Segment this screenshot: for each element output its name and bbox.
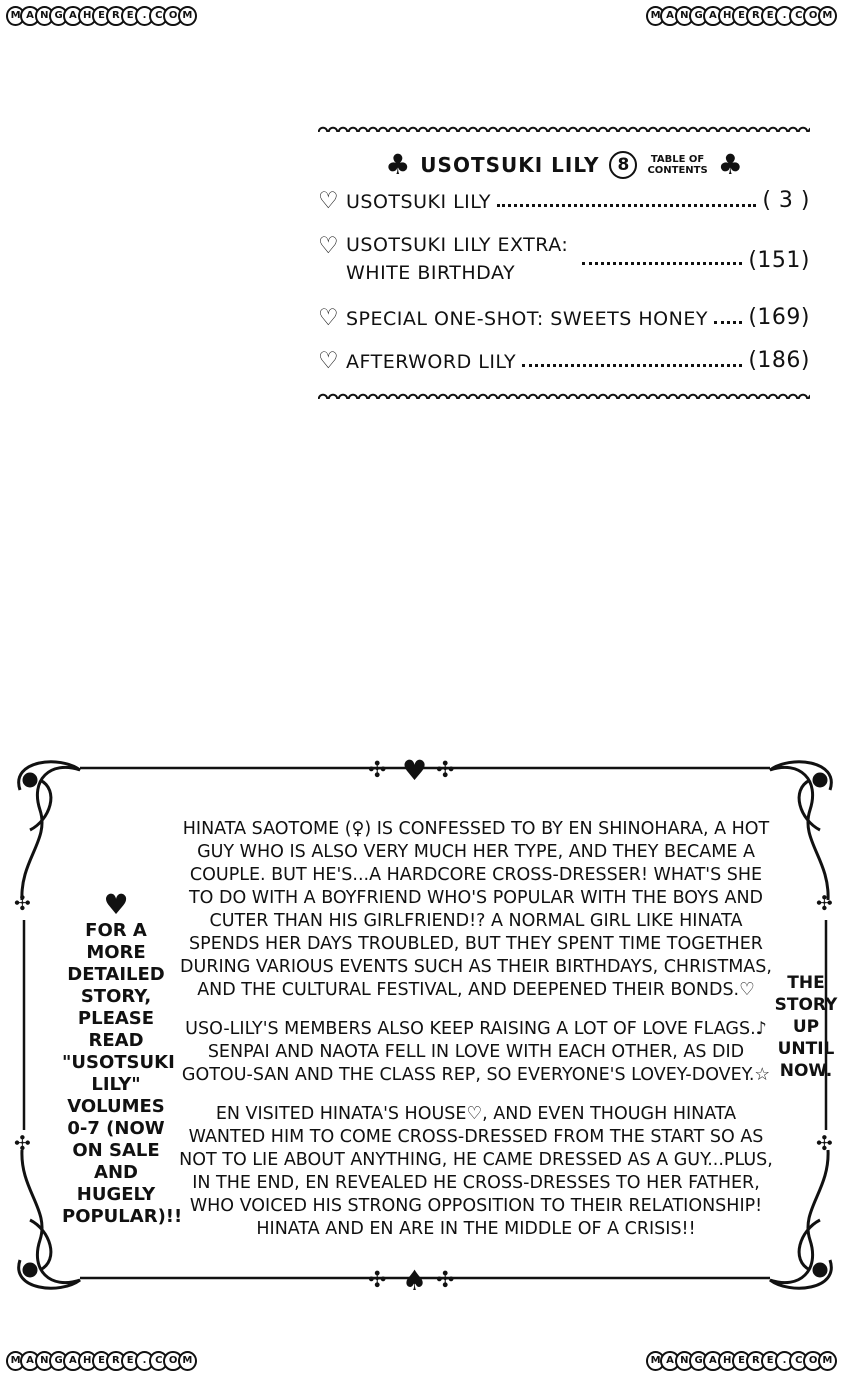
- watermark-letter: M: [6, 1351, 25, 1371]
- toc-header: [318, 148, 810, 182]
- watermark-letter: R: [106, 1351, 125, 1371]
- watermark-letter: N: [35, 6, 54, 26]
- toc-entry: [318, 348, 810, 373]
- watermark-letter: C: [149, 1351, 168, 1371]
- corner-flourish-top-left: [19, 762, 80, 900]
- toc-entry-title: SPECIAL ONE-SHOT: SWEETS HONEY: [346, 308, 708, 330]
- watermark-letter: H: [718, 1351, 737, 1371]
- svg-text:✣: ✣: [436, 1268, 455, 1293]
- dot-leader: [522, 364, 742, 367]
- watermark-letter: R: [746, 6, 765, 26]
- watermark-letter: .: [775, 6, 794, 26]
- watermark-letter: C: [789, 1351, 808, 1371]
- wavy-divider-bottom: [318, 391, 810, 399]
- watermark-letter: A: [703, 1351, 722, 1371]
- watermark-bottom-left: [6, 1349, 192, 1373]
- watermark-letter: A: [660, 1351, 679, 1371]
- svg-text:♥: ♥: [402, 754, 428, 787]
- wavy-divider-top: [318, 124, 810, 132]
- toc-entry-title: USOTSUKI LILY EXTRA: WHITE BIRTHDAY: [346, 234, 569, 284]
- corner-flourish-bottom-right: [770, 1150, 831, 1288]
- svg-text:✣: ✣: [368, 1268, 387, 1293]
- corner-flourish-top-right: [770, 762, 831, 900]
- story-paragraph: HINATA SAOTOME (♀) IS CONFESSED TO BY EN SHINOHARA, A HOT GUY WHO IS ALSO VERY MUCH HER TYPE, AND THEY BECAME A COUPLE. BUT HE'S...A HARDCORE CROSS-DRESSER! WHAT'S SHE TO DO WITH A BOYFRIEND WHO'S POPULAR WITH THE BOYS AND CUTER THAN HIS GIRLFRIEND!? A NORMAL GIRL LIKE HINATA SPENDS HER DAYS TROUBLED, BUT THEY SPENT TIME TOGETHER DURING VARIOUS EVENTS SUCH AS THEIR BIRTHDAYS, CHRISTMAS, AND THE CULTURAL FESTIVAL, AND DEEPENED THEIR BONDS.♡: [180, 819, 772, 1000]
- club-icon: ♣: [385, 148, 411, 181]
- dot-leader: [582, 262, 742, 265]
- watermark-letter: R: [106, 6, 125, 26]
- toc-entry-page: (186): [748, 348, 810, 373]
- watermark-letter: H: [78, 1351, 97, 1371]
- story-paragraph: USO-LILY'S MEMBERS ALSO KEEP RAISING A LOT OF LOVE FLAGS.♪ SENPAI AND NAOTA FELL IN LOVE WITH EACH OTHER, AS DID GOTOU-SAN AND THE CLASS REP, SO EVERYONE'S LOVEY-DOVEY.☆: [181, 1019, 771, 1085]
- heart-outline-icon: ♡: [318, 348, 340, 374]
- watermark-letter: A: [703, 6, 722, 26]
- watermark-letter: R: [746, 1351, 765, 1371]
- watermark-letter: E: [761, 1351, 780, 1371]
- watermark-letter: O: [803, 6, 822, 26]
- club-icon: ♣: [717, 148, 743, 181]
- watermark-letter: O: [163, 6, 182, 26]
- toc-entry-page: (169): [748, 305, 810, 330]
- watermark-letter: A: [660, 6, 679, 26]
- svg-text:✣: ✣: [14, 891, 31, 915]
- watermark-letter: N: [35, 1351, 54, 1371]
- watermark-letter: E: [121, 1351, 140, 1371]
- toc-entry: [318, 188, 810, 213]
- watermark-letter: .: [135, 1351, 154, 1371]
- watermark-letter: E: [92, 1351, 111, 1371]
- watermark-letter: E: [732, 6, 751, 26]
- watermark-letter: O: [803, 1351, 822, 1371]
- watermark-letter: A: [20, 1351, 39, 1371]
- toc-title: USOTSUKI LILY: [420, 153, 600, 177]
- watermark-letter: A: [63, 6, 82, 26]
- watermark-letter: M: [178, 1351, 197, 1371]
- watermark-letter: G: [49, 6, 68, 26]
- watermark-letter: O: [163, 1351, 182, 1371]
- toc-label-line1: TABLE OF: [650, 154, 705, 165]
- toc-entry: [318, 305, 810, 330]
- left-note-text: FOR A MORE DETAILED STORY, PLEASE READ "USOTSUKI LILY" VOLUMES 0-7 (NOW ON SALE AND HUGELY POPULAR)!!: [62, 920, 183, 1227]
- watermark-letter: M: [646, 1351, 665, 1371]
- svg-text:✣: ✣: [368, 758, 387, 783]
- watermark-letter: G: [49, 1351, 68, 1371]
- heart-outline-icon: ♡: [318, 305, 340, 331]
- story-paragraph: EN VISITED HINATA'S HOUSE♡, AND EVEN THOUGH HINATA WANTED HIM TO COME CROSS-DRESSED FROM THE START SO AS NOT TO LIE ABOUT ANYTHING, HE CAME DRESSED AS A GUY...PLUS, IN THE END, EN REVEALED HE CROSS-DRESSES TO HER FATHER, WHO VOICED HIS STRONG OPPOSITION TO THEIR RELATIONSHIP! HINATA AND EN ARE IN THE MIDDLE OF A CRISIS!!: [179, 1104, 773, 1239]
- watermark-letter: M: [818, 6, 837, 26]
- watermark-letter: M: [6, 6, 25, 26]
- heart-outline-icon: ♡: [318, 233, 340, 259]
- story-so-far-box: [0, 750, 850, 1310]
- svg-text:♠: ♠: [402, 1264, 428, 1297]
- toc-entry-page: ( 3 ): [762, 188, 810, 213]
- heart-outline-icon: ♡: [318, 188, 340, 214]
- watermark-letter: H: [718, 6, 737, 26]
- toc-label: [647, 154, 707, 176]
- watermark-letter: .: [775, 1351, 794, 1371]
- table-of-contents: [318, 124, 810, 399]
- watermark-letter: C: [789, 6, 808, 26]
- spade-ornament-bottom: [368, 1264, 454, 1297]
- volume-badge: 8: [609, 151, 637, 179]
- heart-icon: ♥: [103, 888, 129, 921]
- right-note: THE STORY UP UNTIL NOW.: [774, 973, 838, 1081]
- watermark-letter: .: [135, 6, 154, 26]
- watermark-letter: E: [761, 6, 780, 26]
- toc-label-line2: CONTENTS: [647, 165, 708, 176]
- watermark-top-right: [646, 4, 832, 28]
- svg-text:✣: ✣: [816, 891, 833, 915]
- watermark-letter: A: [20, 6, 39, 26]
- toc-entry-title: AFTERWORD LILY: [346, 351, 517, 373]
- svg-text:✣: ✣: [816, 1131, 833, 1155]
- watermark-letter: M: [178, 6, 197, 26]
- toc-entry-page: (151): [748, 248, 810, 273]
- watermark-letter: M: [646, 6, 665, 26]
- toc-entries: [318, 188, 810, 373]
- dot-leader: [497, 204, 756, 207]
- watermark-letter: A: [63, 1351, 82, 1371]
- svg-text:✣: ✣: [14, 1131, 31, 1155]
- watermark-letter: E: [92, 6, 111, 26]
- watermark-letter: N: [675, 1351, 694, 1371]
- story-summary: [178, 818, 774, 1257]
- watermark-letter: G: [689, 1351, 708, 1371]
- watermark-letter: N: [675, 6, 694, 26]
- watermark-bottom-right: [646, 1349, 832, 1373]
- watermark-letter: G: [689, 6, 708, 26]
- heart-ornament-top: [368, 754, 454, 787]
- toc-entry: [318, 231, 810, 287]
- watermark-top-left: [6, 4, 192, 28]
- left-note: [62, 888, 183, 1228]
- watermark-letter: E: [732, 1351, 751, 1371]
- watermark-letter: C: [149, 6, 168, 26]
- toc-entry-title: USOTSUKI LILY: [346, 191, 491, 213]
- watermark-letter: H: [78, 6, 97, 26]
- dot-leader: [714, 321, 742, 324]
- watermark-letter: M: [818, 1351, 837, 1371]
- svg-text:✣: ✣: [436, 758, 455, 783]
- watermark-letter: E: [121, 6, 140, 26]
